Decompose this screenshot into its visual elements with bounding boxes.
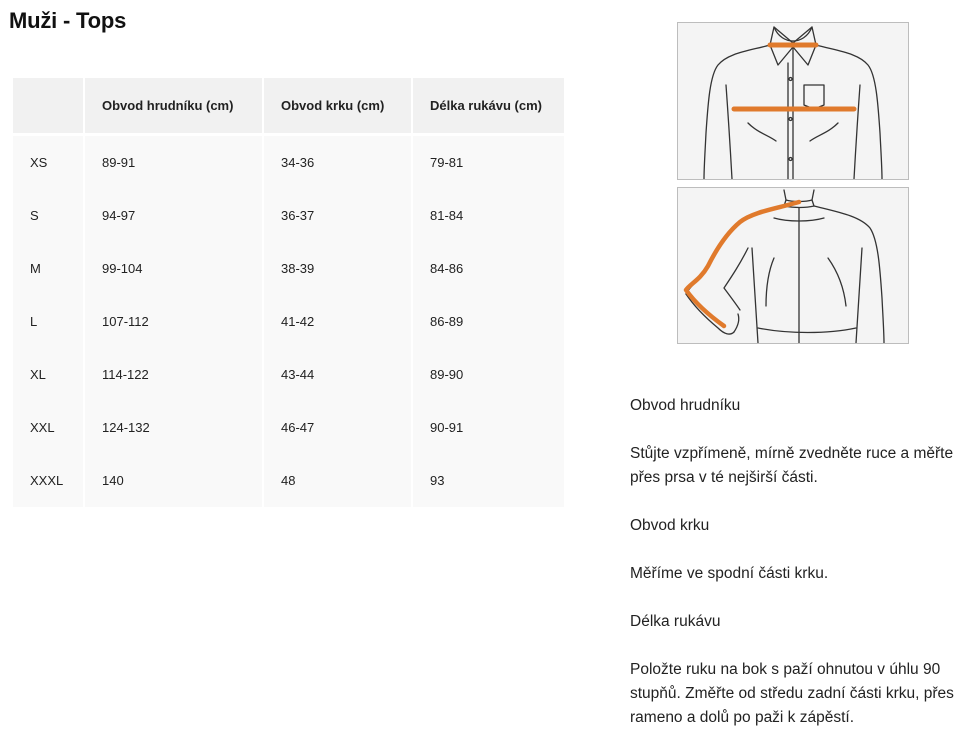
table-body	[13, 136, 564, 507]
cell-size: M	[13, 242, 83, 295]
cell-chest: 89-91	[85, 136, 262, 189]
chest-instruction-title: Obvod hrudníku	[630, 397, 741, 414]
cell-sleeve: 84-86	[413, 242, 564, 295]
cell-size: L	[13, 295, 83, 348]
measurement-instructions	[630, 394, 960, 754]
table-row	[13, 136, 564, 189]
page-title: Muži - Tops	[9, 8, 127, 33]
cell-sleeve: 81-84	[413, 189, 564, 242]
cell-neck: 46-47	[264, 401, 411, 454]
sleeve-measure-line	[686, 202, 799, 326]
header-chest: Obvod hrudníku (cm)	[85, 78, 262, 136]
cell-sleeve: 79-81	[413, 136, 564, 189]
neck-instruction-text: Měříme ve spodní části krku.	[630, 565, 829, 582]
cell-chest: 107-112	[85, 295, 262, 348]
shirt-front-measurement-icon	[678, 23, 908, 179]
front-measurement-illustration	[677, 22, 909, 180]
size-table	[11, 78, 566, 507]
cell-chest: 124-132	[85, 401, 262, 454]
cell-size: S	[13, 189, 83, 242]
cell-chest: 94-97	[85, 189, 262, 242]
back-measurement-illustration	[677, 187, 909, 344]
cell-neck: 43-44	[264, 348, 411, 401]
cell-size: XXL	[13, 401, 83, 454]
sleeve-instruction-text: Položte ruku na bok s paží ohnutou v úhlu 90 stupňů. Změřte od středu zadní části krku, přes rameno a dolů po paži k zápěstí.	[630, 661, 954, 726]
cell-size: XL	[13, 348, 83, 401]
table-row	[13, 295, 564, 348]
cell-neck: 41-42	[264, 295, 411, 348]
cell-neck: 38-39	[264, 242, 411, 295]
cell-sleeve: 93	[413, 454, 564, 507]
cell-size: XS	[13, 136, 83, 189]
cell-sleeve: 89-90	[413, 348, 564, 401]
cell-chest: 99-104	[85, 242, 262, 295]
cell-sleeve: 86-89	[413, 295, 564, 348]
cell-neck: 34-36	[264, 136, 411, 189]
table-row	[13, 348, 564, 401]
cell-sleeve: 90-91	[413, 401, 564, 454]
sleeve-instruction-title: Délka rukávu	[630, 613, 721, 630]
cell-neck: 36-37	[264, 189, 411, 242]
table-row	[13, 189, 564, 242]
neck-instruction-title: Obvod krku	[630, 517, 710, 534]
cell-neck: 48	[264, 454, 411, 507]
table-header-row	[13, 78, 564, 136]
table-row	[13, 454, 564, 507]
header-neck: Obvod krku (cm)	[264, 78, 411, 136]
cell-chest: 140	[85, 454, 262, 507]
header-size	[13, 78, 83, 136]
header-sleeve: Délka rukávu (cm)	[413, 78, 564, 136]
chest-instruction-text: Stůjte vzpřímeně, mírně zvedněte ruce a měřte přes prsa v té nejširší části.	[630, 445, 954, 486]
cell-size: XXXL	[13, 454, 83, 507]
table-row	[13, 401, 564, 454]
shirt-back-sleeve-measurement-icon	[678, 188, 908, 343]
cell-chest: 114-122	[85, 348, 262, 401]
table-row	[13, 242, 564, 295]
